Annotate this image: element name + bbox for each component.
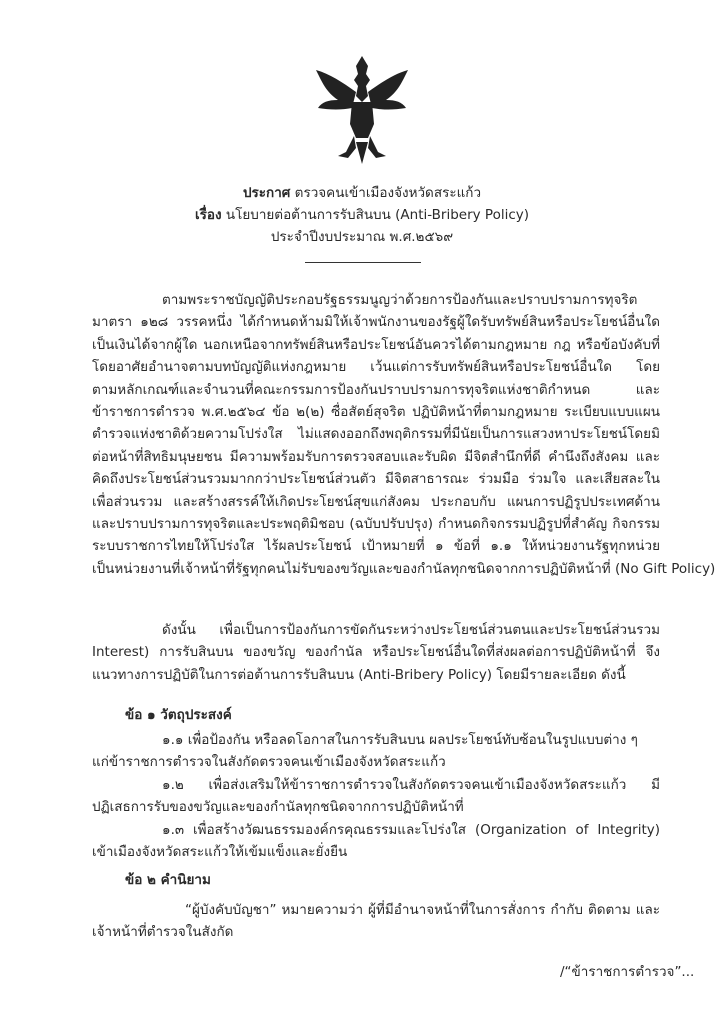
header-line-1 [0, 183, 724, 203]
text-line: มาตรา ๑๒๘ วรรคหนึ่ง ได้กำหนดห้ามมิให้เจ้าพนักงานของรัฐผู้ใดรับทรัพย์สินหรือประโยชน์อื่นใด [92, 314, 660, 331]
text-line: โดยอาศัยอำนาจตามบทบัญญัติแห่งกฎหมาย เว้นแต่การรับทรัพย์สินหรือประโยชน์อื่นใด โดย [92, 359, 660, 376]
text-line: เป็นหน่วยงานที่เจ้าหน้าที่รัฐทุกคนไม่รับของขวัญและของกำนัลทุกชนิดจากการปฏิบัติหน้าที่ (No Gift Policy) [92, 560, 716, 577]
subject-label: เรื่อง [194, 207, 222, 223]
text-line: เจ้าหน้าที่ตำรวจในสังกัด [92, 924, 234, 941]
text-line: ระบบราชการไทยให้โปร่งใส ไร้ผลประโยชน์ เป้าหมายที่ ๑ ข้อที่ ๑.๑ ให้หน่วยงานรัฐทุกหน่วย [92, 538, 660, 555]
text-line: ๑.๑ เพื่อป้องกัน หรือลดโอกาสในการรับสินบน ผลประโยชน์ทับซ้อนในรูปแบบต่าง ๆ [162, 732, 638, 748]
text-line: ตามหลักเกณฑ์และจำนวนที่คณะกรรมการป้องกันปราบปรามการทุจริตแห่งชาติกำหนด และ [92, 381, 660, 398]
section-1-title: ข้อ ๑ วัตถุประสงค์ [125, 707, 232, 723]
text-line: เพื่อส่วนรวม และสร้างสรรค์ให้เกิดประโยชน์สุขแก่สังคม ประกอบกับ แผนการปฏิรูปประเทศด้าน [92, 493, 660, 510]
text-line: ข้าราชการตำรวจ พ.ศ.๒๕๖๔ ข้อ ๒(๒) ซื่อสัตย์สุจริต ปฏิบัติหน้าที่ตามกฎหมาย ระเบียบแบบแผน [92, 404, 660, 420]
continuation-note: /“ข้าราชการตำรวจ”... [560, 964, 695, 980]
announcement-label: ประกาศ [242, 185, 291, 201]
text-line: แนวทางการปฏิบัติในการต่อต้านการรับสินบน (Anti-Bribery Policy) โดยมีรายละเอียด ดังนี้ [92, 666, 626, 683]
text-line: ตำรวจแห่งชาติด้วยความโปร่งใส ไม่แสดงออกถึงพฤติกรรมที่มีนัยเป็นการแสวงหาประโยชน์โดยมิ [92, 426, 660, 443]
text-line: แก่ข้าราชการตำรวจในสังกัดตรวจคนเข้าเมืองจังหวัดสระแก้ว [92, 754, 446, 771]
text-line: “ผู้บังคับบัญชา” หมายความว่า ผู้ที่มีอำนาจหน้าที่ในการสั่งการ กำกับ ติดตาม และ [185, 902, 660, 918]
text-line: ปฏิเสธการรับของขวัญและของกำนัลทุกชนิดจากการปฏิบัติหน้าที่ [92, 799, 464, 816]
text-line: ตามพระราชบัญญัติประกอบรัฐธรรมนูญว่าด้วยการป้องกันและปราบปรามการทุจริต [162, 292, 638, 308]
garuda-emblem [312, 52, 412, 167]
text-line: คิดถึงประโยชน์ส่วนรวมมากกว่าประโยชน์ส่วนตัว มีจิตสาธารณะ ร่วมมือ ร่วมใจ และเสียสละใน [92, 471, 660, 488]
text-line: ดังนั้น เพื่อเป็นการป้องกันการขัดกันระหว่างประโยชน์ส่วนตนและประโยชน์ส่วนรวม [162, 622, 660, 638]
text-line: และปราบปรามการทุจริตและประพฤติมิชอบ (ฉบับปรับปรุง) กำหนดกิจกรรมปฏิรูปที่สำคัญ กิจกรรม [92, 516, 660, 532]
fiscal-year: ประจำปีงบประมาณ พ.ศ.๒๕๖๙ [270, 229, 454, 245]
divider [305, 262, 421, 263]
text-line: ๑.๒ เพื่อส่งเสริมให้ข้าราชการตำรวจในสังกัดตรวจคนเข้าเมืองจังหวัดสระแก้ว มี [162, 776, 660, 793]
text-line: เป็นเงินได้จากผู้ใด นอกเหนือจากทรัพย์สินหรือประโยชน์อันควรได้ตามกฎหมาย กฎ หรือข้อบังคับที่ [92, 336, 660, 353]
subject: นโยบายต่อต้านการรับสินบน (Anti-Bribery Policy) [225, 207, 530, 223]
text-line: เข้าเมืองจังหวัดสระแก้วให้เข้มแข็งและยั่งยืน [92, 844, 348, 860]
text-line: Interest) การรับสินบน ของขวัญ ของกำนัล หรือประโยชน์อื่นใดที่ส่งผลต่อการปฏิบัติหน้าที่ จึง [92, 644, 660, 661]
text-line: ต่อหน้าที่สิทธิมนุษยชน มีความพร้อมรับการตรวจสอบและรับผิด มีจิตสำนึกที่ดี คำนึงถึงสังคม และ [92, 448, 660, 465]
text-line: ๑.๓ เพื่อสร้างวัฒนธรรมองค์กรคุณธรรมและโปร่งใส (Organization of Integrity) [162, 821, 660, 838]
issuer: ตรวจคนเข้าเมืองจังหวัดสระแก้ว [294, 185, 482, 201]
section-2-title: ข้อ ๒ คำนิยาม [125, 872, 211, 888]
header-line-2 [0, 205, 724, 225]
